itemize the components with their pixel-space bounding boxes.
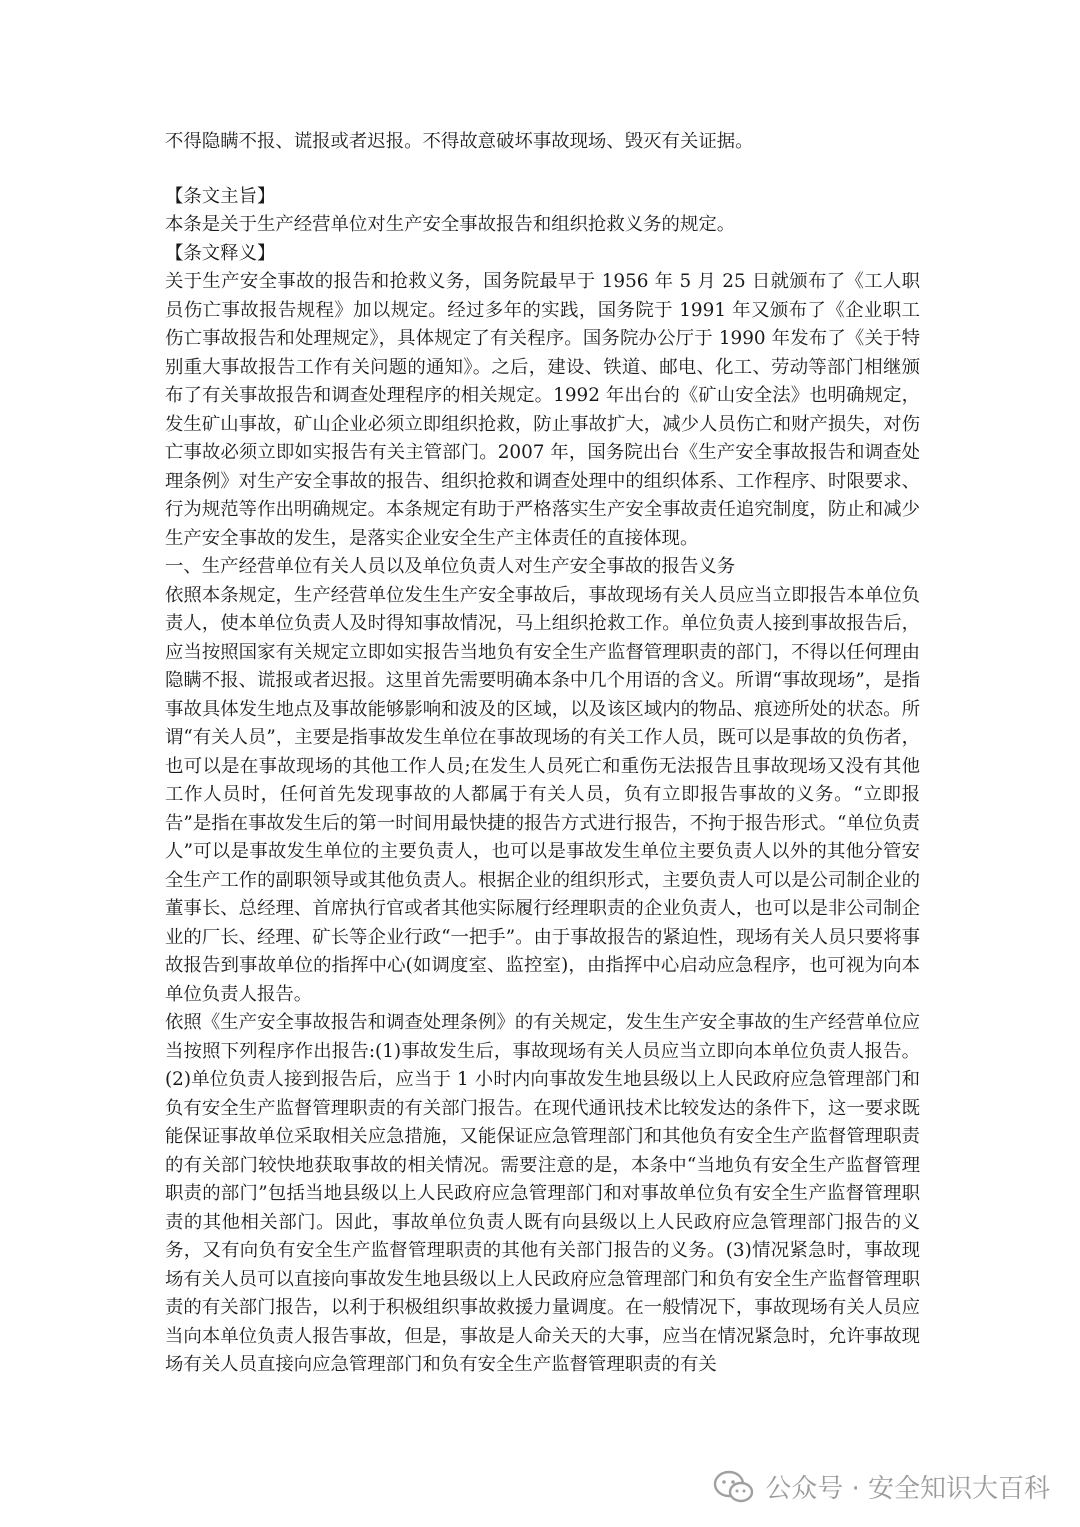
- paragraph-gap: [165, 157, 920, 183]
- purpose-heading: 【条文主旨】: [165, 185, 276, 207]
- purpose-paragraph: 本条是关于生产经营单位对生产安全事故报告和组织抢救义务的规定。: [165, 214, 736, 235]
- interpretation-heading: 【条文释义】: [165, 242, 276, 264]
- watermark: [713, 1468, 1050, 1505]
- intro-paragraph: 不得隐瞒不报、谎报或者迟报。不得故意破坏事故现场、毁灭有关证据。: [165, 131, 754, 152]
- document-body: [165, 128, 920, 1380]
- section-one-paragraph-a: 依照本条规定，生产经营单位发生生产安全事故后，事故现场有关人员应当立即报告本单位负责人，使本单位负责人及时得知事故情况，马上组织抢救工作。单位负责人接到事故报告后，应当按照国家有关规定立即如实报告当地负有安全生产监督管理职责的部门，不得以任何理由隐瞒不报、谎报或者迟报。这里首先需要明确本条中几个用语的含义。所谓“事故现场”，是指事故具体发生地点及事故能够影响和波及的区域，以及该区域内的物品、痕迹所处的状态。所谓“有关人员”，主要是指事故发生单位在事故现场的有关工作人员，既可以是事故的负伤者，也可以是在事故现场的其他工作人员;在发生人员死亡和重伤无法报告且事故现场又没有其他工作人员时，任何首先发现事故的人都属于有关人员，负有立即报告事故的义务。“立即报告”是指在事故发生后的第一时间用最快捷的报告方式进行报告，不拘于报告形式。“单位负责人”可以是事故发生单位的主要负责人，也可以是事故发生单位主要负责人以外的其他分管安全生产工作的副职领导或其他负责人。根据企业的组织形式，主要负责人可以是公司制企业的董事长、总经理、首席执行官或者其他实际履行经理职责的企业负责人，也可以是非公司制企业的厂长、经理、矿长等企业行政“一把手”。由于事故报告的紧迫性，现场有关人员只要将事故报告到事故单位的指挥中心(如调度室、监控室)，由指挥中心启动应急程序，也可视为向本单位负责人报告。: [165, 584, 920, 1005]
- wechat-icon: [713, 1469, 755, 1505]
- section-one-paragraph-b: 依照《生产安全事故报告和调查处理条例》的有关规定，发生生产安全事故的生产经营单位应当按照下列程序作出报告:(1)事故发生后，事故现场有关人员应当立即向本单位负责人报告。(2)单位负责人接到报告后，应当于 1 小时内向事故发生地县级以上人民政府应急管理部门和负有安全生产监督管理职责的有关部门报告。在现代通讯技术比较发达的条件下，这一要求既能保证事故单位采取相关应急措施，又能保证应急管理部门和其他负有安全生产监督管理职责的有关部门较快地获取事故的相关情况。需要注意的是，本条中“当地负有安全生产监督管理职责的部门”包括当地县级以上人民政府应急管理部门和对事故单位负有安全生产监督管理职责的其他相关部门。因此，事故单位负责人既有向县级以上人民政府应急管理部门报告的义务，又有向负有安全生产监督管理职责的其他有关部门报告的义务。(3)情况紧急时，事故现场有关人员可以直接向事故发生地县级以上人民政府应急管理部门和负有安全生产监督管理职责的有关部门报告，以利于积极组织事故救援力量调度。在一般情况下，事故现场有关人员应当向本单位负责人报告事故，但是，事故是人命关天的大事，应当在情况紧急时，允许事故现场有关人员直接向应急管理部门和负有安全生产监督管理职责的有关: [165, 1012, 920, 1375]
- history-paragraph: 关于生产安全事故的报告和抢救义务，国务院最早于 1956 年 5 月 25 日就颁布了《工人职员伤亡事故报告规程》加以规定。经过多年的实践，国务院于 1991 年又颁布了《企业职工伤亡事故报告和处理规定》，具体规定了有关程序。国务院办公厅于 1990 年发布了《关于特别重大事故报告工作有关问题的通知》。之后，建设、铁道、邮电、化工、劳动等部门相继颁布了有关事故报告和调查处理程序的相关规定。1992 年出台的《矿山安全法》也明确规定，发生矿山事故，矿山企业必须立即组织抢救，防止事故扩大，减少人员伤亡和财产损失，对伤亡事故必须立即如实报告有关主管部门。2007 年，国务院出台《生产安全事故报告和调查处理条例》对生产安全事故的报告、组织抢救和调查处理中的组织体系、工作程序、时限要求、行为规范等作出明确规定。本条规定有助于严格落实生产安全事故责任追究制度，防止和减少生产安全事故的发生，是落实企业安全生产主体责任的直接体现。: [165, 271, 920, 549]
- watermark-text: 公众号 · 安全知识大百科: [765, 1474, 1050, 1504]
- section-one-heading: 一、生产经营单位有关人员以及单位负责人对生产安全事故的报告义务: [165, 556, 736, 577]
